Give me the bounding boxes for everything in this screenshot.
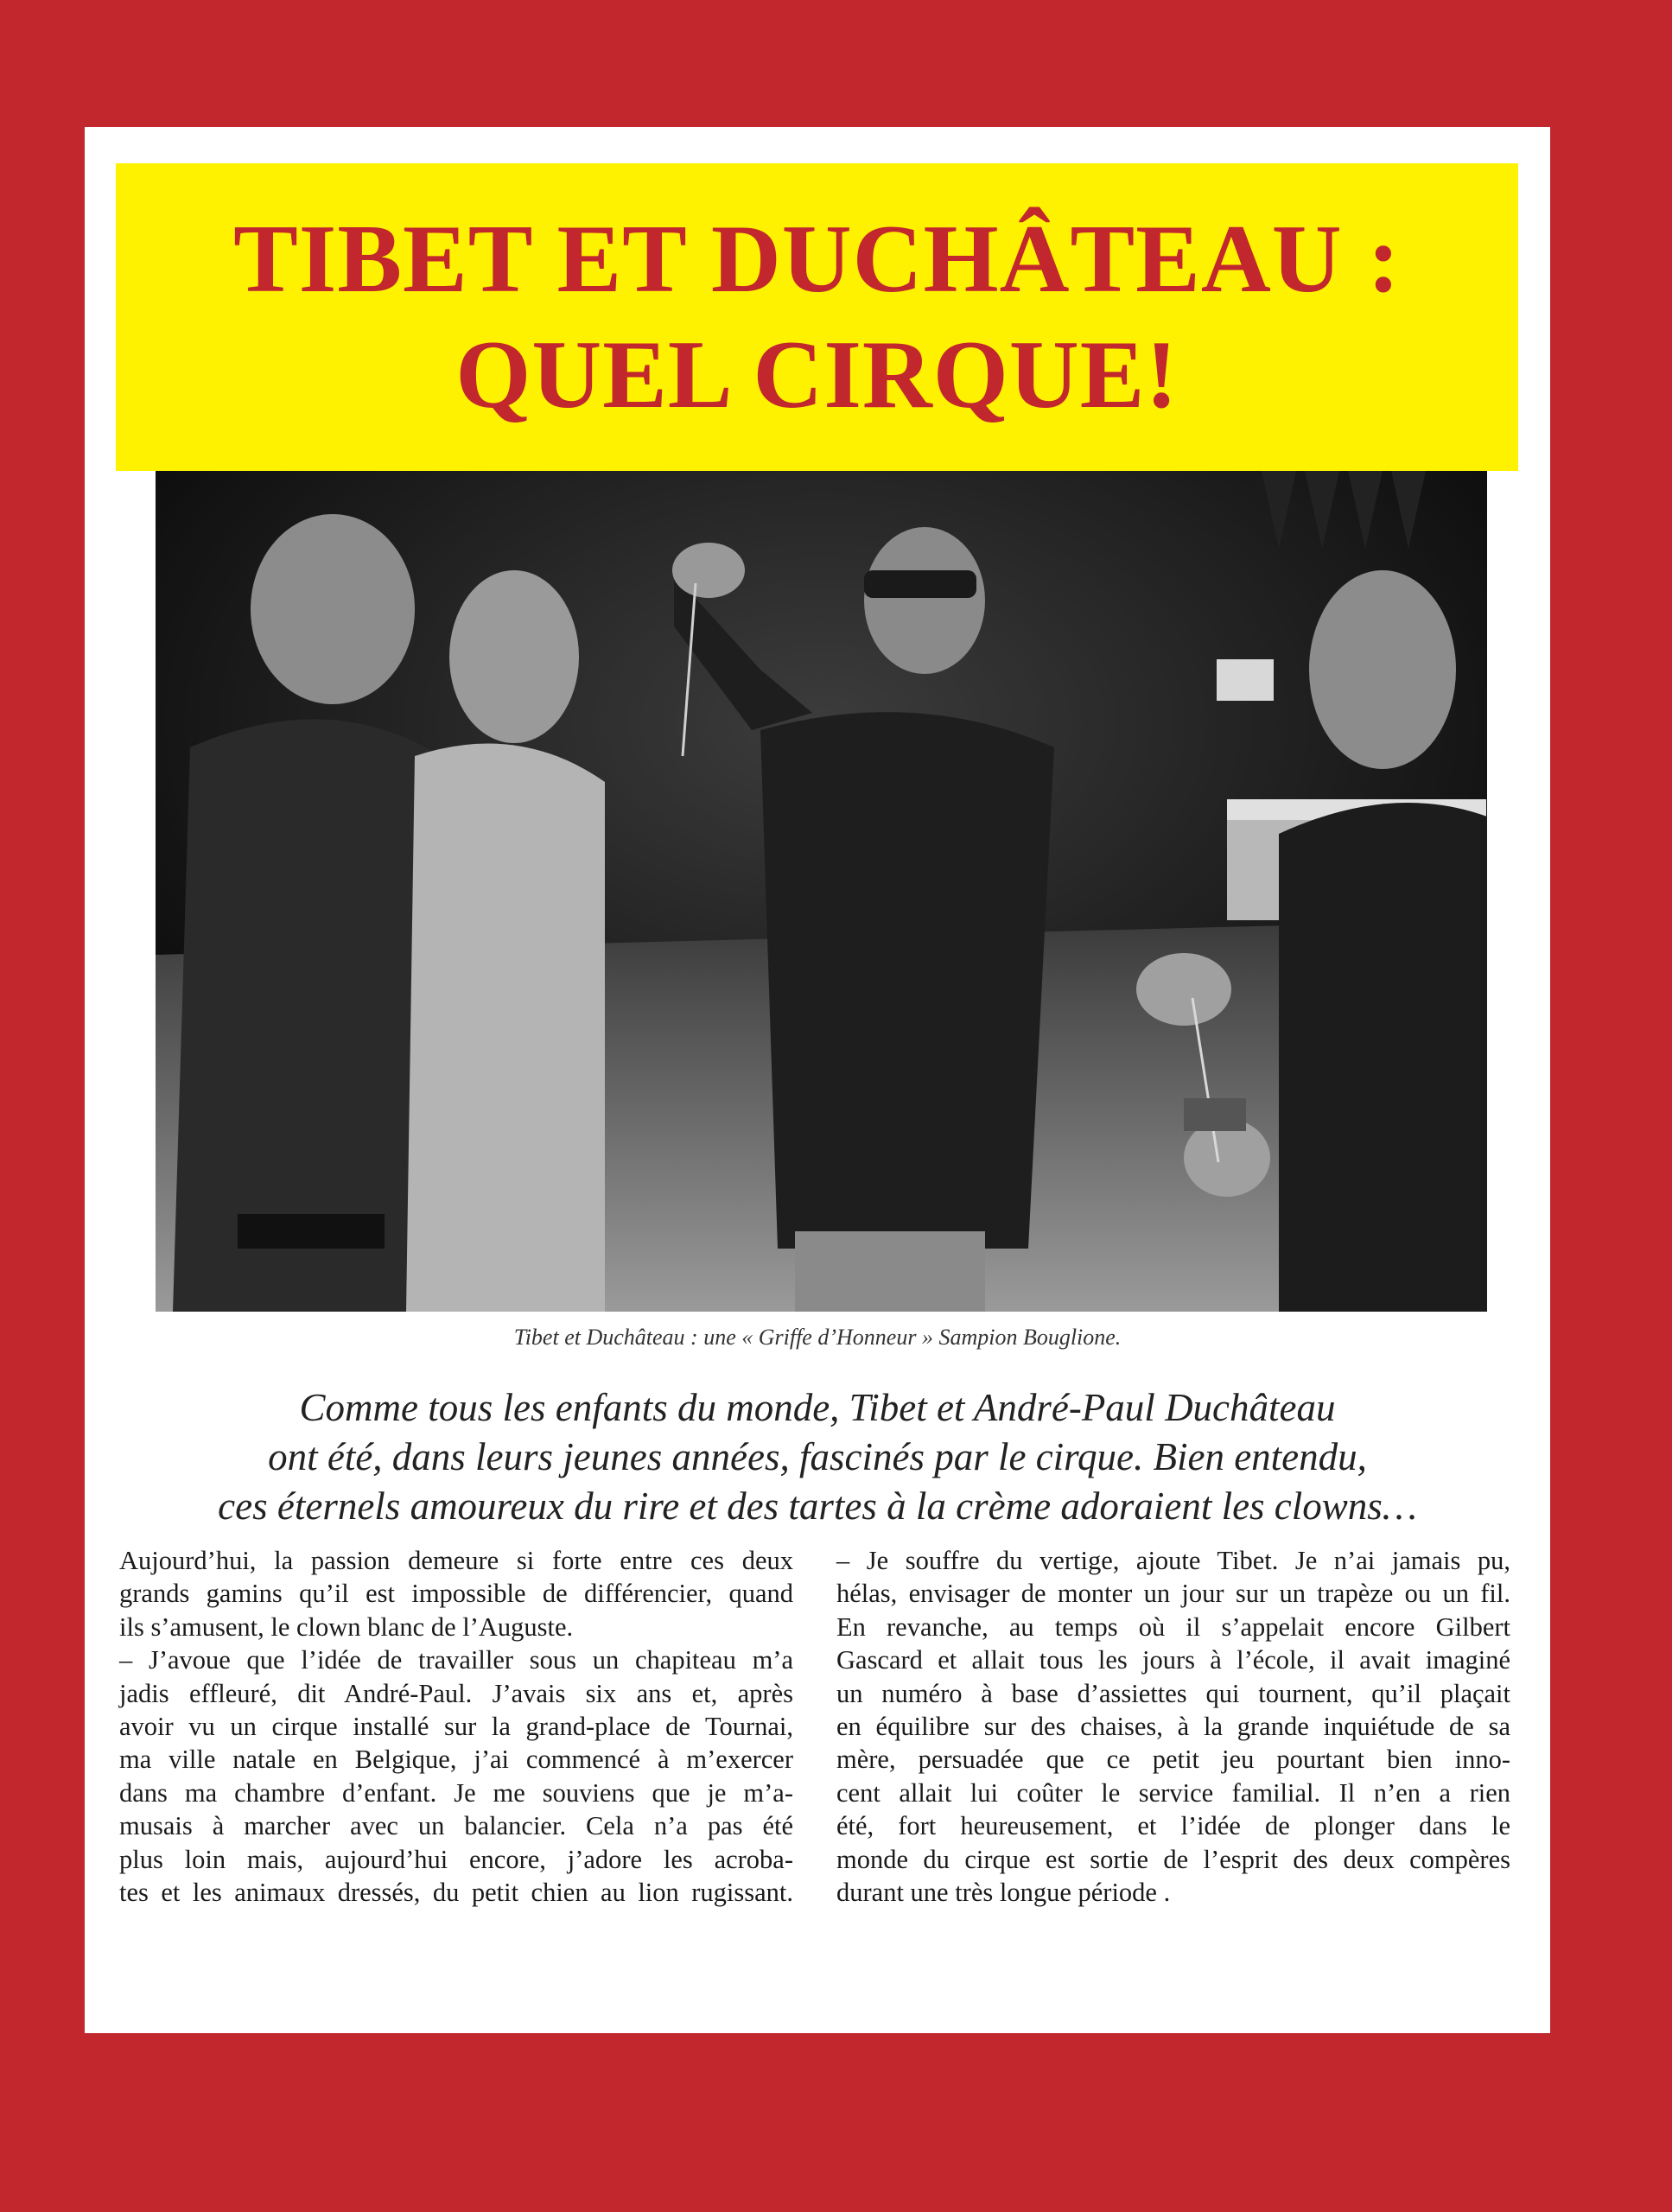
lead-line: ces éternels amoureux du rire et des tartes à la crème adoraient les clowns… bbox=[218, 1484, 1417, 1528]
body-line: cent allait lui coûter le service familial. Il n’en a rien bbox=[836, 1777, 1510, 1808]
body-line: grands gamins qu’il est impossible de différencier, quand bbox=[119, 1579, 793, 1609]
body-line: – Je souffre du vertige, ajoute Tibet. Je n’ai jamais pu, bbox=[836, 1546, 1510, 1575]
body-line: en équilibre sur des chaises, à la grande inquiétude de sa bbox=[836, 1712, 1510, 1742]
body-line: durant une très longue période . bbox=[836, 1878, 1171, 1908]
body-column-right bbox=[836, 1544, 1510, 1909]
title-line-2: QUEL CIRQUE! bbox=[455, 321, 1179, 429]
body-line: jadis effleuré, dit André-Paul. J’avais six ans et, après bbox=[119, 1678, 793, 1708]
body-line: Aujourd’hui, la passion demeure si forte entre ces deux bbox=[119, 1546, 793, 1575]
body-line: musais à marcher avec un balancier. Cela n’a pas été bbox=[119, 1811, 793, 1841]
body-line: avoir vu un cirque installé sur la grand-place de Tournai, bbox=[119, 1712, 793, 1742]
body-line: Gascard et allait tous les jours à l’école, il avait imaginé bbox=[836, 1645, 1510, 1675]
article-page bbox=[85, 127, 1550, 2033]
body-line: hélas, envisager de monter un jour sur un trapèze ou un fil. bbox=[836, 1579, 1510, 1609]
body-line: dans ma chambre d’enfant. Je me souviens que je m’a- bbox=[119, 1777, 793, 1808]
lead-line: Comme tous les enfants du monde, Tibet et André-Paul Duchâteau bbox=[299, 1386, 1336, 1429]
lead-line: ont été, dans leurs jeunes années, fascinés par le cirque. Bien entendu, bbox=[268, 1435, 1367, 1478]
lead-paragraph bbox=[119, 1383, 1516, 1531]
body-line: été, fort heureusement, et l’idée de plonger dans le bbox=[836, 1811, 1510, 1841]
body-line: En revanche, au temps où il s’appelait encore Gilbert bbox=[836, 1611, 1510, 1642]
body-line: tes et les animaux dressés, du petit chien au lion rugissant. bbox=[119, 1878, 793, 1908]
body-line: un numéro à base d’assiettes qui tournent, qu’il plaçait bbox=[836, 1678, 1510, 1708]
photo-caption: Tibet et Duchâteau : une « Griffe d’Honneur » Sampion Bouglione. bbox=[513, 1325, 1122, 1350]
body-column-left bbox=[119, 1544, 793, 1909]
body-line: monde du cirque est sortie de l’esprit des deux compères bbox=[836, 1844, 1510, 1874]
body-line: – J’avoue que l’idée de travailler sous un chapiteau m’a bbox=[119, 1645, 793, 1675]
title-line-1: TIBET ET DUCHÂTEAU : bbox=[233, 206, 1401, 313]
body-line: ma ville natale en Belgique, j’ai commencé à m’exercer bbox=[119, 1745, 793, 1775]
body-line: ils s’amusent, le clown blanc de l’Auguste. bbox=[119, 1611, 574, 1642]
body-line: plus loin mais, aujourd’hui encore, j’adore les acroba- bbox=[119, 1844, 793, 1874]
title-banner bbox=[116, 163, 1518, 471]
body-line: mère, persuadée que ce petit jeu pourtant bien inno- bbox=[836, 1745, 1510, 1775]
circus-photo bbox=[156, 471, 1487, 1312]
